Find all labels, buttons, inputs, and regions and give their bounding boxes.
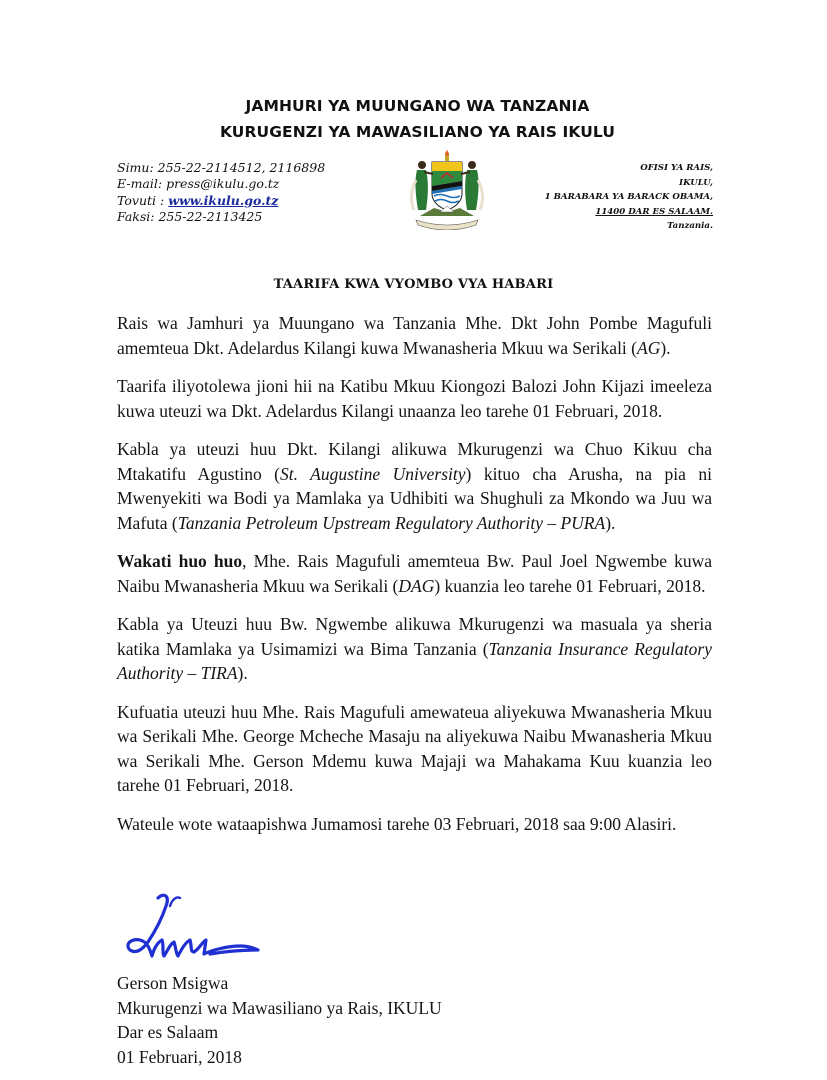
contact-email: E-mail: press@ikulu.go.tz: [117, 176, 280, 192]
document-title: TAARIFA KWA VYOMBO VYA HABARI: [273, 277, 554, 292]
contact-website-label: Tovuti :: [117, 192, 169, 208]
address-line-ikulu: IKULU,: [679, 177, 713, 188]
signatory-role: Mkurugenzi wa Mawasiliano ya Rais, IKULU: [117, 997, 442, 1018]
signatory-block: [117, 971, 442, 1069]
paragraph-5: Kabla ya Uteuzi huu Bw. Ngwembe alikuwa Mkurugenzi wa masuala ya sheria katika Mamlaka ya Usimamizi wa Bima Tanzania (Tanzania Insurance Regulatory Authority – TIRA).: [117, 614, 713, 683]
address-block: [545, 161, 713, 234]
address-line-country: Tanzania.: [667, 221, 713, 232]
paragraph-2: Taarifa iliyotolewa jioni hii na Katibu Mkuu Kiongozi Balozi John Kijazi imeeleza kuwa uteuzi wa Dkt. Adelardus Kilangi unaanza leo tarehe 01 Februari, 2018.: [117, 376, 712, 421]
paragraph-6: Kufuatia uteuzi huu Mhe. Rais Magufuli amewateua aliyekuwa Mwanasheria Mkuu wa Serikali Mhe. George Mcheche Masaju na aliyekuwa Naibu Mwanasheria Mkuu wa Serikali Mhe. Gerson Mdemu kuwa Majaji wa Mahakama Kuu kuanzia leo tarehe 01 Februari, 2018.: [117, 701, 712, 795]
signatory-date: 01 Februari, 2018: [117, 1046, 242, 1067]
handwritten-signature-icon: [118, 890, 288, 968]
address-line-street: 1 BARABARA YA BARACK OBAMA,: [544, 192, 713, 203]
address-line-office: OFISI YA RAIS,: [640, 163, 713, 173]
contact-fax: Faksi: 255-22-2113425: [117, 209, 263, 225]
paragraph-4: Wakati huo huo, Mhe. Rais Magufuli amemteua Bw. Paul Joel Ngwembe kuwa Naibu Mwanasheria Mkuu wa Serikali (DAG) kuanzia leo tarehe 01 Februari, 2018.: [117, 551, 712, 596]
contact-website: [117, 193, 325, 209]
body-text: [117, 311, 712, 850]
signatory-city: Dar es Salaam: [117, 1022, 219, 1042]
paragraph-3: Kabla ya uteuzi huu Dkt. Kilangi alikuwa Mkurugenzi wa Chuo Kikuu cha Mtakatifu Agustino (St. Augustine University) kituo cha Arusha, na pia ni Mwenyekiti wa Bodi ya Mamlaka ya Udhibiti wa Shughuli za Mkondo wa Juu wa Mafuta (Tanzania Petroleum Upstream Regulatory Authority – PURA).: [117, 439, 712, 533]
header-republic: JAMHURI YA MUUNGANO WA TANZANIA: [245, 97, 590, 115]
contact-block: [117, 160, 325, 226]
tanzania-coat-of-arms-icon: [402, 150, 492, 230]
paragraph-7: Wateule wote wataapishwa Jumamosi tarehe 03 Februari, 2018 saa 9:00 Alasiri.: [117, 813, 677, 834]
contact-phone: Simu: 255-22-2114512, 2116898: [117, 160, 326, 175]
website-link[interactable]: www.ikulu.go.tz: [168, 192, 279, 208]
signatory-name: Gerson Msigwa: [117, 973, 229, 993]
paragraph-1: Rais wa Jamhuri ya Muungano wa Tanzania Mhe. Dkt John Pombe Magufuli amemteua Dkt. Adelardus Kilangi kuwa Mwanasheria Mkuu wa Serikali (AG).: [117, 313, 712, 358]
header-directorate: KURUGENZI YA MAWASILIANO YA RAIS IKULU: [219, 123, 616, 141]
address-line-postcode: 11400 DAR ES SALAAM.: [595, 206, 713, 217]
